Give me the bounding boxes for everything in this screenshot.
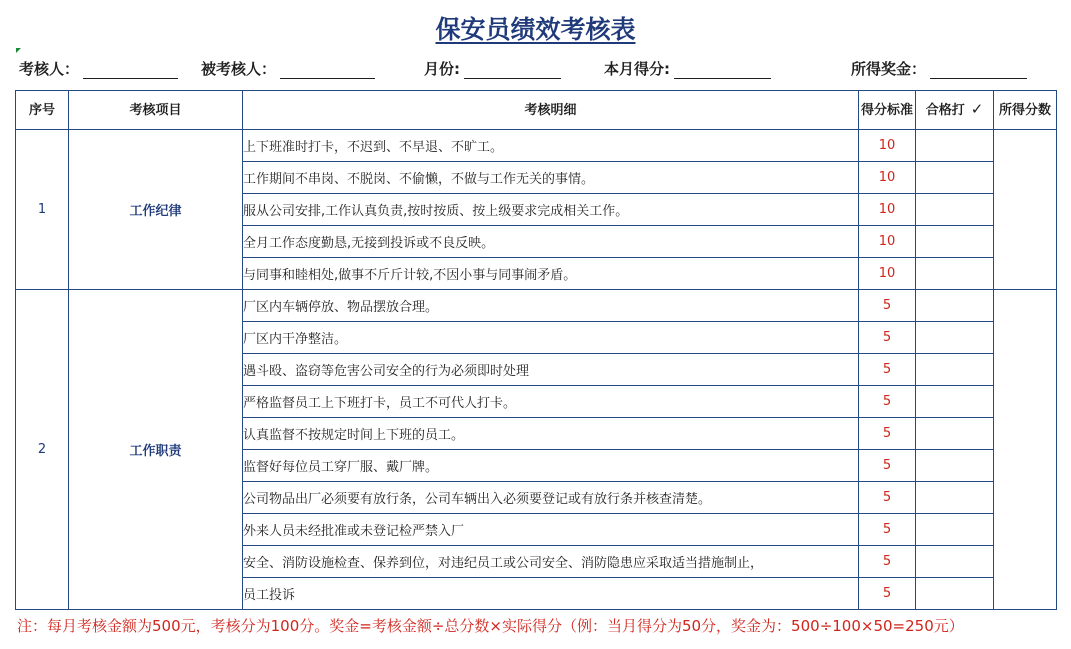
row-detail: 公司物品出厂必须要有放行条，公司车辆出入必须要登记或有放行条并核查清楚。 — [243, 482, 859, 514]
page-title — [0, 10, 1071, 46]
row-score: 5 — [859, 578, 916, 610]
row-detail: 遇斗殴、盗窃等危害公司安全的行为必须即时处理 — [243, 354, 859, 386]
row-detail: 全月工作态度勤恳,无接到投诉或不良反映。 — [243, 226, 859, 258]
month-field — [424, 58, 561, 79]
row-score: 5 — [859, 546, 916, 578]
row-pass-cell[interactable] — [916, 386, 994, 418]
header-item: 考核项目 — [69, 91, 243, 130]
row-detail: 与同事和睦相处,做事不斤斤计较,不因小事与同事闹矛盾。 — [243, 258, 859, 290]
group-obtained-cell[interactable] — [994, 290, 1057, 610]
row-detail: 工作期间不串岗、不脱岗、不偷懒，不做与工作无关的事情。 — [243, 162, 859, 194]
title-text: 保安员绩效考核表 — [435, 15, 636, 44]
row-pass-cell[interactable] — [916, 258, 994, 290]
assessee-label: 被考核人： — [201, 60, 277, 78]
row-detail: 监督好每位员工穿厂服、戴厂牌。 — [243, 450, 859, 482]
row-pass-cell[interactable] — [916, 226, 994, 258]
assessee-field — [201, 58, 375, 79]
row-detail: 厂区内干净整洁。 — [243, 322, 859, 354]
group-seq: 2 — [16, 290, 69, 610]
row-score: 5 — [859, 386, 916, 418]
assessor-input[interactable] — [83, 62, 178, 79]
score-input[interactable] — [674, 62, 771, 79]
row-detail: 上下班准时打卡，不迟到、不早退、不旷工。 — [243, 130, 859, 162]
row-detail: 认真监督不按规定时间上下班的员工。 — [243, 418, 859, 450]
month-label: 月份: — [424, 60, 460, 78]
table-header-row — [16, 91, 1057, 130]
row-score: 5 — [859, 482, 916, 514]
month-input[interactable] — [464, 62, 561, 79]
header-detail: 考核明细 — [243, 91, 859, 130]
score-field — [604, 58, 771, 79]
header-seq: 序号 — [16, 91, 69, 130]
group-item: 工作纪律 — [69, 130, 243, 290]
footnote: 注：每月考核金额为500元，考核分为100分。奖金=考核金额÷总分数×实际得分（例：当月得分为50分，奖金为：500÷100×50=250元） — [17, 617, 964, 635]
bonus-label: 所得奖金： — [851, 60, 927, 78]
row-score: 10 — [859, 130, 916, 162]
header-obtained: 所得分数 — [994, 91, 1057, 130]
row-score: 10 — [859, 194, 916, 226]
row-detail: 厂区内车辆停放、物品摆放合理。 — [243, 290, 859, 322]
bonus-input[interactable] — [930, 62, 1027, 79]
row-pass-cell[interactable] — [916, 578, 994, 610]
row-score: 5 — [859, 450, 916, 482]
row-score: 10 — [859, 258, 916, 290]
checkmark-icon: ✓ — [970, 100, 984, 118]
assessment-table — [15, 90, 1057, 610]
row-detail: 安全、消防设施检查、保养到位，对违纪员工或公司安全、消防隐患应采取适当措施制止， — [243, 546, 859, 578]
header-pass-label: 合格打 — [925, 103, 965, 118]
row-pass-cell[interactable] — [916, 322, 994, 354]
row-pass-cell[interactable] — [916, 130, 994, 162]
cell-comment-marker — [16, 48, 21, 53]
row-pass-cell[interactable] — [916, 514, 994, 546]
header-fields — [0, 58, 1071, 82]
row-pass-cell[interactable] — [916, 162, 994, 194]
assessor-label: 考核人： — [19, 60, 80, 78]
table-row — [16, 290, 1057, 322]
row-score: 5 — [859, 514, 916, 546]
row-detail: 外来人员未经批准或未登记检严禁入厂 — [243, 514, 859, 546]
header-standard: 得分标准 — [859, 91, 916, 130]
row-pass-cell[interactable] — [916, 418, 994, 450]
row-score: 10 — [859, 162, 916, 194]
assessor-field — [19, 58, 178, 79]
row-pass-cell[interactable] — [916, 546, 994, 578]
header-pass — [916, 91, 994, 130]
row-detail: 员工投诉 — [243, 578, 859, 610]
row-score: 5 — [859, 290, 916, 322]
row-score: 5 — [859, 418, 916, 450]
table-row — [16, 130, 1057, 162]
assessee-input[interactable] — [280, 62, 375, 79]
row-pass-cell[interactable] — [916, 290, 994, 322]
score-label: 本月得分: — [604, 60, 670, 78]
row-pass-cell[interactable] — [916, 450, 994, 482]
row-pass-cell[interactable] — [916, 194, 994, 226]
group-item: 工作职责 — [69, 290, 243, 610]
row-detail: 严格监督员工上下班打卡，员工不可代人打卡。 — [243, 386, 859, 418]
row-score: 10 — [859, 226, 916, 258]
row-score: 5 — [859, 322, 916, 354]
group-seq: 1 — [16, 130, 69, 290]
row-pass-cell[interactable] — [916, 354, 994, 386]
row-pass-cell[interactable] — [916, 482, 994, 514]
row-score: 5 — [859, 354, 916, 386]
group-obtained-cell[interactable] — [994, 130, 1057, 290]
row-detail: 服从公司安排,工作认真负责,按时按质、按上级要求完成相关工作。 — [243, 194, 859, 226]
bonus-field — [851, 58, 1027, 79]
